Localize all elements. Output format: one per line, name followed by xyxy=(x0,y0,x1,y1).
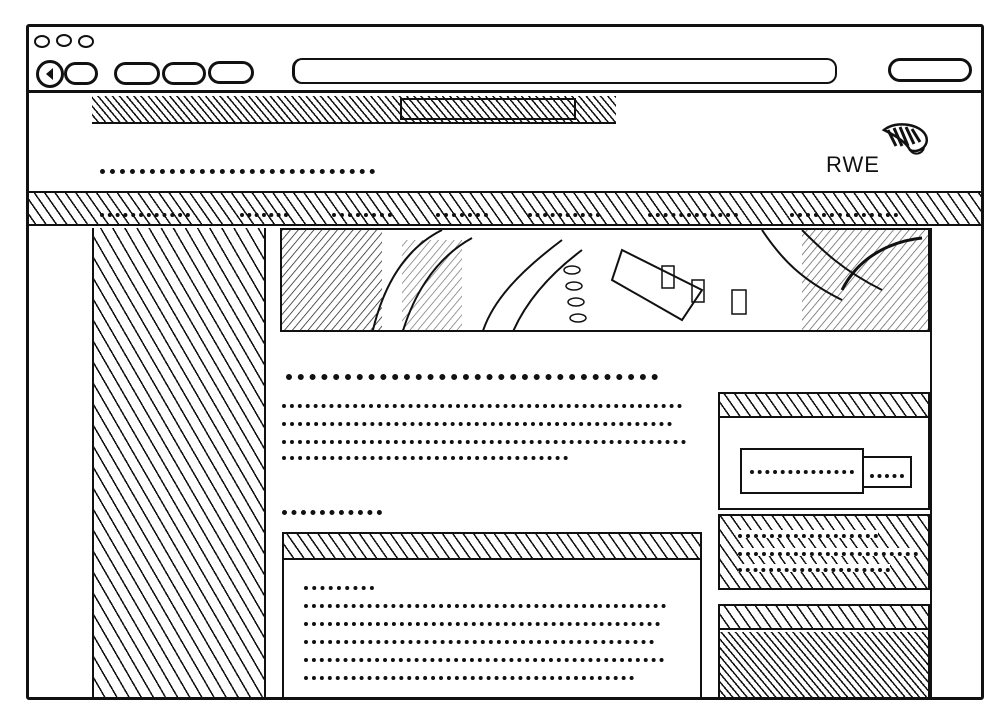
nav-item-4[interactable] xyxy=(436,207,488,217)
rwe-logo[interactable] xyxy=(826,120,936,180)
nav-item-3[interactable] xyxy=(332,207,392,217)
hero-illustration-icon xyxy=(282,230,930,332)
panel-line-3 xyxy=(304,618,660,626)
top-utility-highlight[interactable] xyxy=(400,98,576,120)
panel-line-6 xyxy=(304,672,634,680)
nav-item-1[interactable] xyxy=(100,207,190,217)
forward-button[interactable] xyxy=(64,62,98,85)
panel-line-4 xyxy=(304,636,654,644)
browser-toolbar-divider xyxy=(26,90,984,93)
site-title xyxy=(100,160,375,174)
right-box-links-image xyxy=(720,632,928,698)
panel-line-2 xyxy=(304,600,666,608)
left-sidebar xyxy=(92,228,266,698)
teaser-line-1 xyxy=(738,530,878,538)
refresh-button[interactable] xyxy=(114,62,160,85)
back-arrow-icon xyxy=(39,63,61,85)
nav-item-6[interactable] xyxy=(648,207,738,217)
intro-line-3 xyxy=(282,436,686,444)
right-box-links-header xyxy=(720,606,928,630)
search-input[interactable] xyxy=(888,58,972,82)
home-button[interactable] xyxy=(162,62,206,85)
hero-image xyxy=(280,228,930,332)
right-box-input[interactable] xyxy=(740,448,864,494)
panel-line-1 xyxy=(304,582,374,590)
nav-item-5[interactable] xyxy=(528,207,600,217)
window-maximize-button[interactable] xyxy=(78,35,94,48)
content-panel-header xyxy=(284,534,700,560)
intro-line-2 xyxy=(282,418,672,426)
right-box-search-header xyxy=(720,394,928,418)
logo-text: RWE xyxy=(826,152,880,177)
address-bar[interactable] xyxy=(292,58,837,84)
teaser-line-2 xyxy=(738,548,918,556)
stop-button[interactable] xyxy=(208,61,254,84)
content-headline xyxy=(286,366,658,380)
section-title xyxy=(282,504,382,515)
panel-line-5 xyxy=(304,654,664,662)
nav-item-2[interactable] xyxy=(240,207,288,217)
intro-line-4 xyxy=(282,452,568,460)
nav-item-7[interactable] xyxy=(790,207,898,217)
window-minimize-button[interactable] xyxy=(56,34,72,47)
content-right-edge xyxy=(930,228,932,698)
back-button[interactable] xyxy=(36,60,64,88)
intro-line-1 xyxy=(282,400,682,408)
right-box-submit-button[interactable] xyxy=(862,456,912,488)
teaser-line-3 xyxy=(738,564,890,572)
window-close-button[interactable] xyxy=(34,35,50,48)
